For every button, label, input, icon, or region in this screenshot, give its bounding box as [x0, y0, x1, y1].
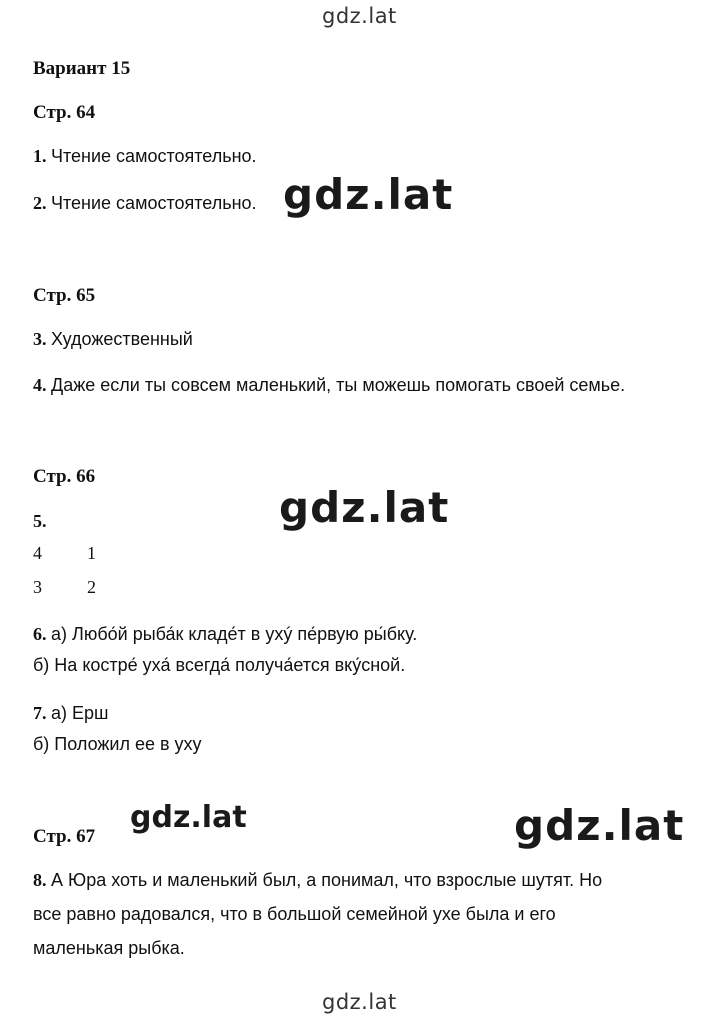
watermark-top: gdz.lat [322, 4, 397, 28]
answer-2 [33, 193, 257, 214]
answer-number: 8. [33, 870, 47, 890]
watermark-mid-1: gdz.lat [283, 170, 454, 219]
section-heading-p67: Стр. 67 [33, 826, 96, 847]
answer-text: Чтение самостоятельно. [51, 193, 257, 213]
answer-5-number: 5. [33, 511, 47, 531]
answer-8-line-2: все равно радовался, что в большой семейной ухе была и его [33, 904, 556, 924]
answer-number: 2. [33, 193, 47, 213]
answer-text: Художественный [51, 329, 193, 349]
section-heading-p64: Стр. 64 [33, 102, 96, 123]
answer-8-line-3: маленькая рыбка. [33, 938, 185, 958]
answer-number: 7. [33, 703, 47, 723]
answer-1 [33, 146, 257, 167]
answer-text: а) Любо́й рыба́к кладе́т в ухý пе́рвую ры́бку. [51, 624, 418, 644]
watermark-p67-left: gdz.lat [130, 800, 247, 835]
answer-5-cell: 2 [87, 577, 96, 597]
section-heading-p65: Стр. 65 [33, 285, 96, 306]
answer-number: 1. [33, 146, 47, 166]
answer-5-cell: 3 [33, 577, 42, 597]
answer-6a [33, 624, 417, 645]
watermark-mid-2: gdz.lat [279, 483, 450, 532]
answer-5-cell: 1 [87, 543, 96, 563]
answer-6b: б) На костре́ уха́ всегда́ получа́ется вку́сной. [33, 655, 406, 675]
answer-7b: б) Положил ее в уху [33, 734, 202, 754]
answer-number: 6. [33, 624, 47, 644]
section-heading-p66: Стр. 66 [33, 466, 96, 487]
answer-5-cell: 4 [33, 543, 42, 563]
answer-text: Чтение самостоятельно. [51, 146, 257, 166]
answer-text: а) Ерш [51, 703, 109, 723]
watermark-bottom: gdz.lat [322, 990, 397, 1014]
answer-7a [33, 703, 108, 724]
answer-text: Даже если ты совсем маленький, ты можешь помогать своей семье. [51, 375, 626, 395]
answer-4 [33, 375, 625, 396]
answer-text: А Юра хоть и маленький был, а понимал, что взрослые шутят. Но [51, 870, 603, 890]
page-title: Вариант 15 [33, 58, 131, 79]
answer-3 [33, 329, 193, 350]
answer-8-line-1 [33, 870, 602, 891]
answer-number: 4. [33, 375, 47, 395]
answer-number: 3. [33, 329, 47, 349]
watermark-p67-right: gdz.lat [514, 801, 685, 850]
